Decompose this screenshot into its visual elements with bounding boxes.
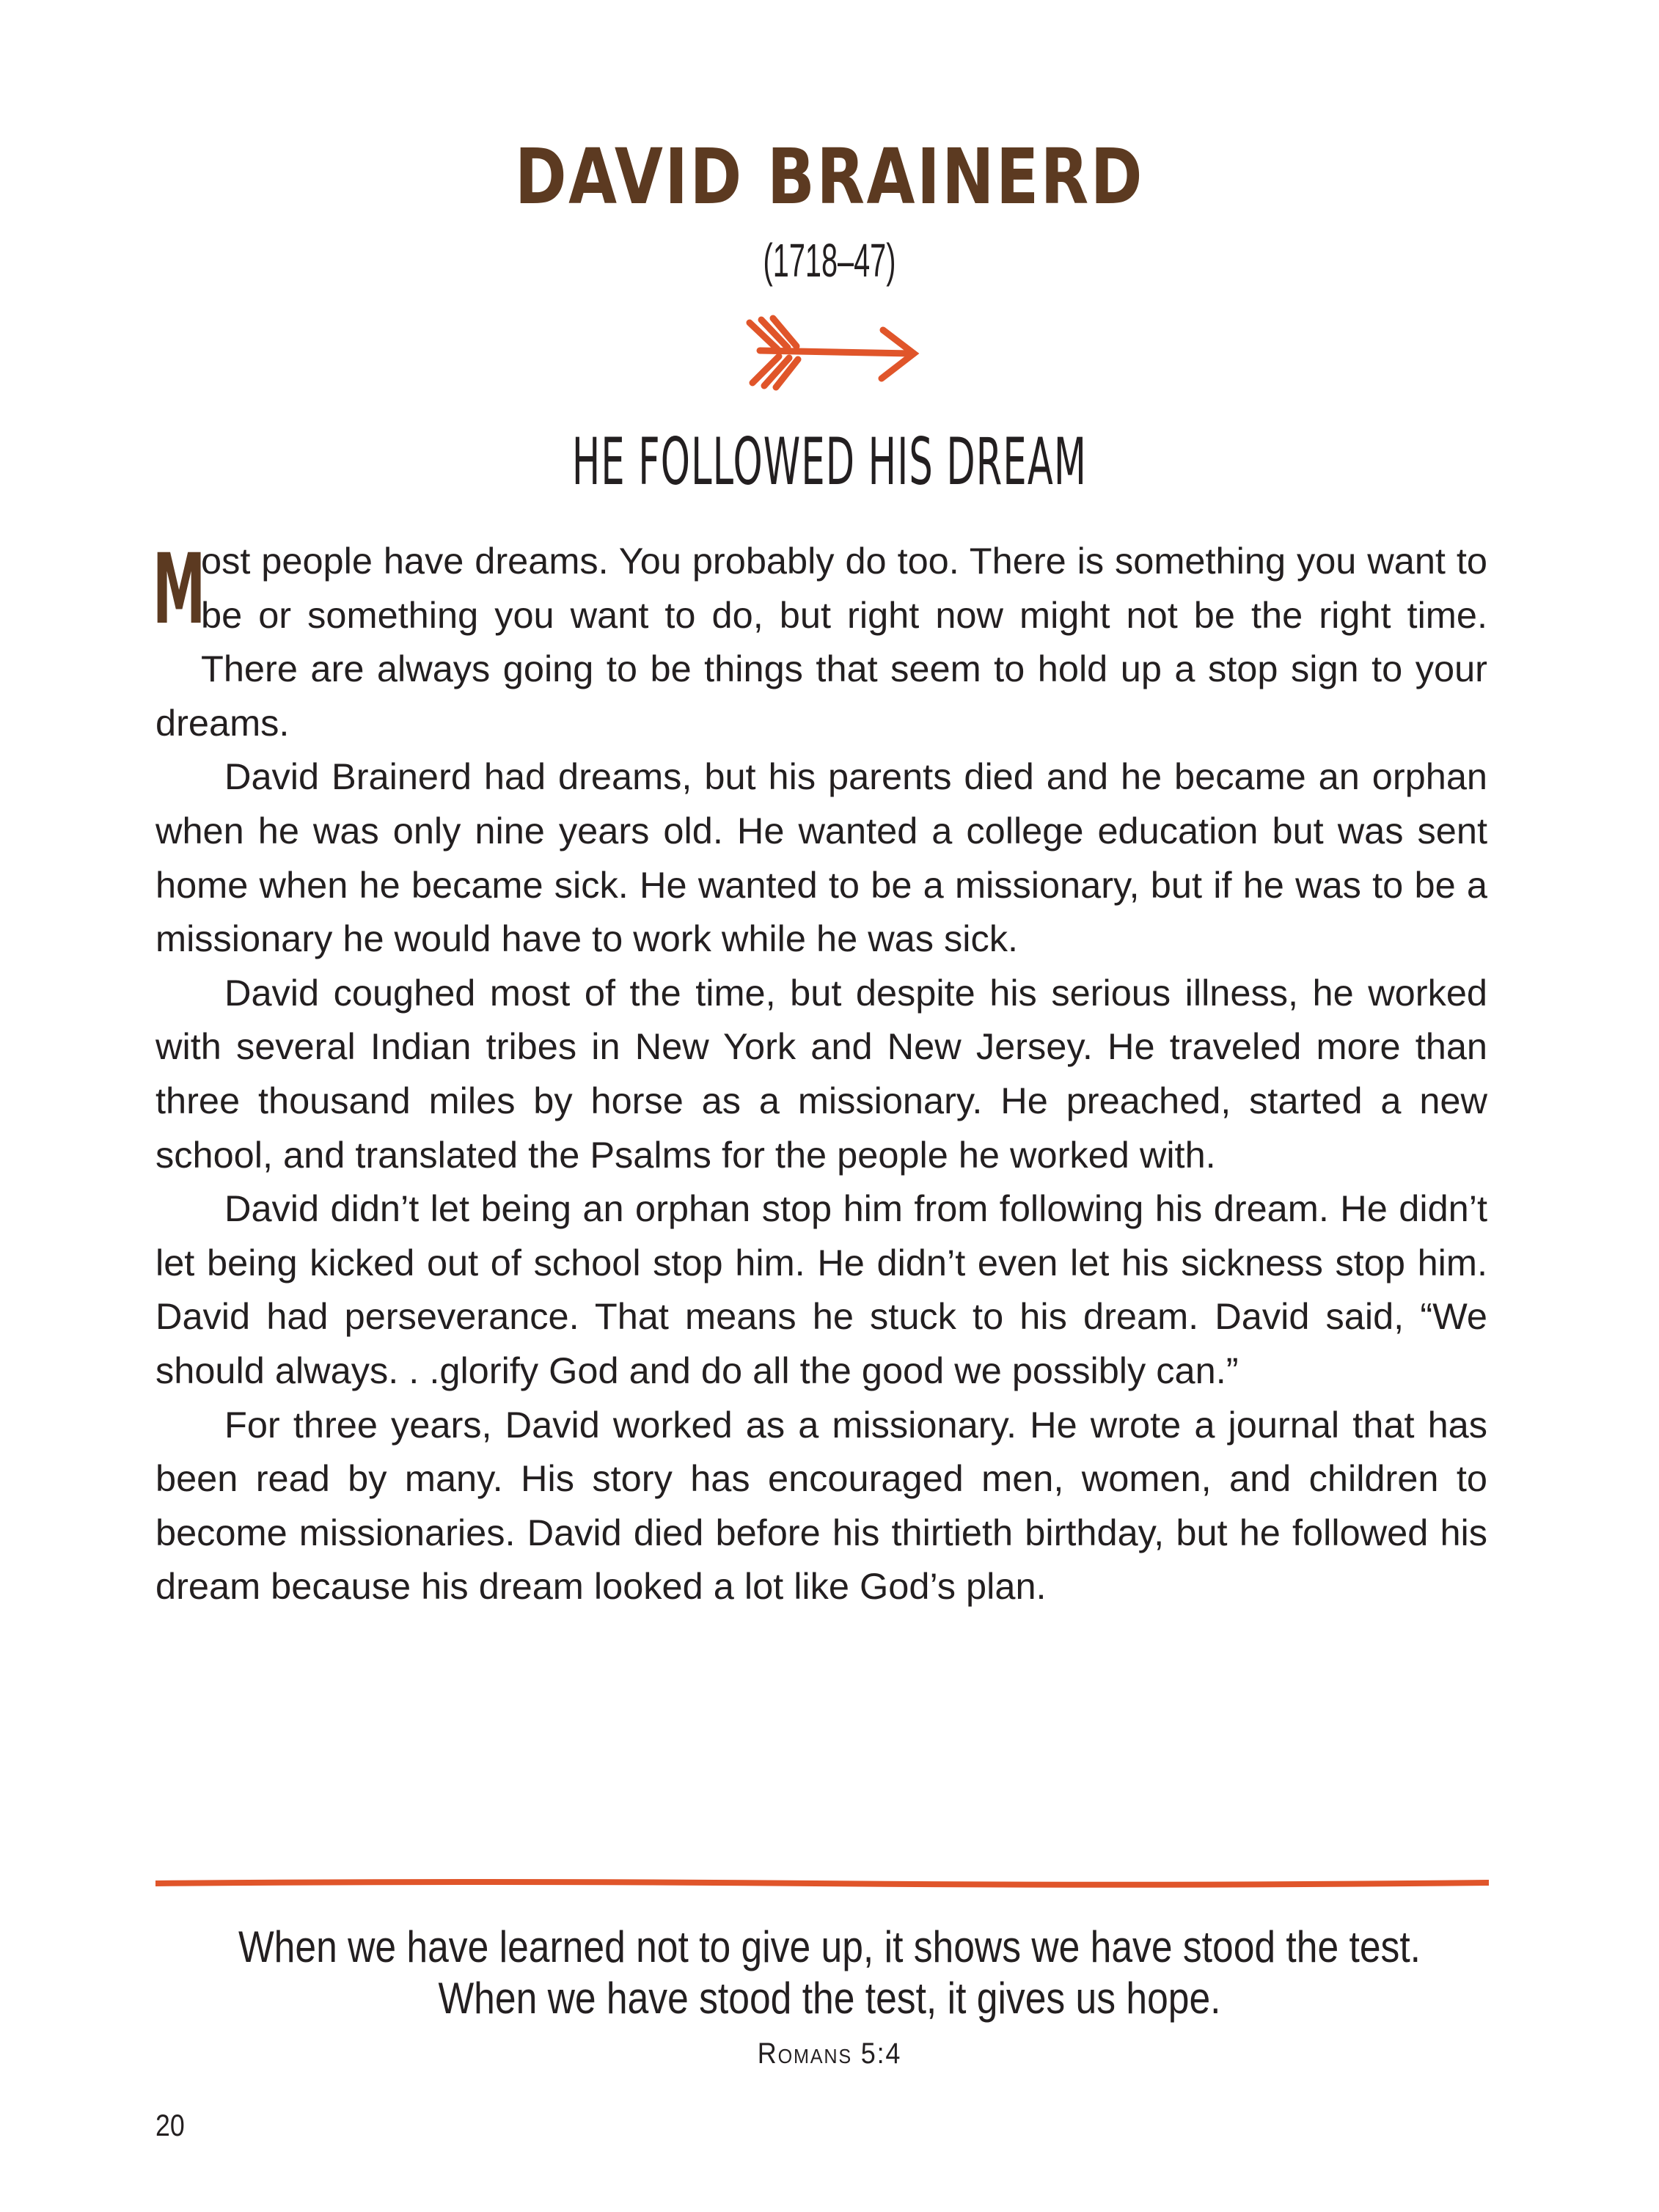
- life-years: (1718–47): [763, 234, 896, 287]
- paragraph-text: ost people have dreams. You probably do too. There is something you want to be or something you want to do, but right now might not be the right time. There are always going to be things that seem to hold up a stop sign to your dreams.: [155, 540, 1487, 744]
- quote-line: When we have learned not to give up, it shows we have stood the test.: [238, 1922, 1421, 1971]
- paragraph: [155, 534, 1487, 750]
- paragraph: David coughed most of the time, but despite his serious illness, he worked with several Indian tribes in New York and New Jersey. He traveled more than three thousand miles by horse as a missionary. He preached, started a new school, and translated the Psalms for the people he worked with.: [155, 971, 1487, 1176]
- divider-line: [155, 1878, 1489, 1889]
- paragraph: For three years, David worked as a missionary. He wrote a journal that has been read by many. His story has encouraged men, women, and children to become missionaries. David died before his thirtieth birthday, but he followed his dream because his dream looked a lot like God’s plan.: [155, 1403, 1487, 1608]
- paragraph: David didn’t let being an orphan stop him from following his dream. He didn’t let being kicked out of school stop him. He didn’t even let his sickness stop him. David had perseverance. That means he stuck to his dream. David said, “We should always. . .glorify God and do all the good we possibly can.”: [155, 1187, 1487, 1391]
- drop-cap: M: [153, 533, 206, 646]
- page-subtitle: HE FOLLOWED HIS DREAM: [571, 424, 1088, 499]
- page-title: DAVID BRAINERD: [514, 132, 1145, 221]
- arrow-icon: [738, 312, 921, 393]
- quote-line: When we have stood the test, it gives us hope.: [438, 1974, 1221, 2023]
- story-text: [155, 534, 1487, 1614]
- scripture-reference: Romans 5:4: [757, 2037, 902, 2070]
- page-number: 20: [155, 2108, 185, 2142]
- scripture-quote: [0, 1922, 1659, 2024]
- paragraph: David Brainerd had dreams, but his parents died and he became an orphan when he was only nine years old. He wanted a college education but was sent home when he became sick. He wanted to be a missionary, but if he was to be a missionary he would have to work while he was sick.: [155, 755, 1487, 960]
